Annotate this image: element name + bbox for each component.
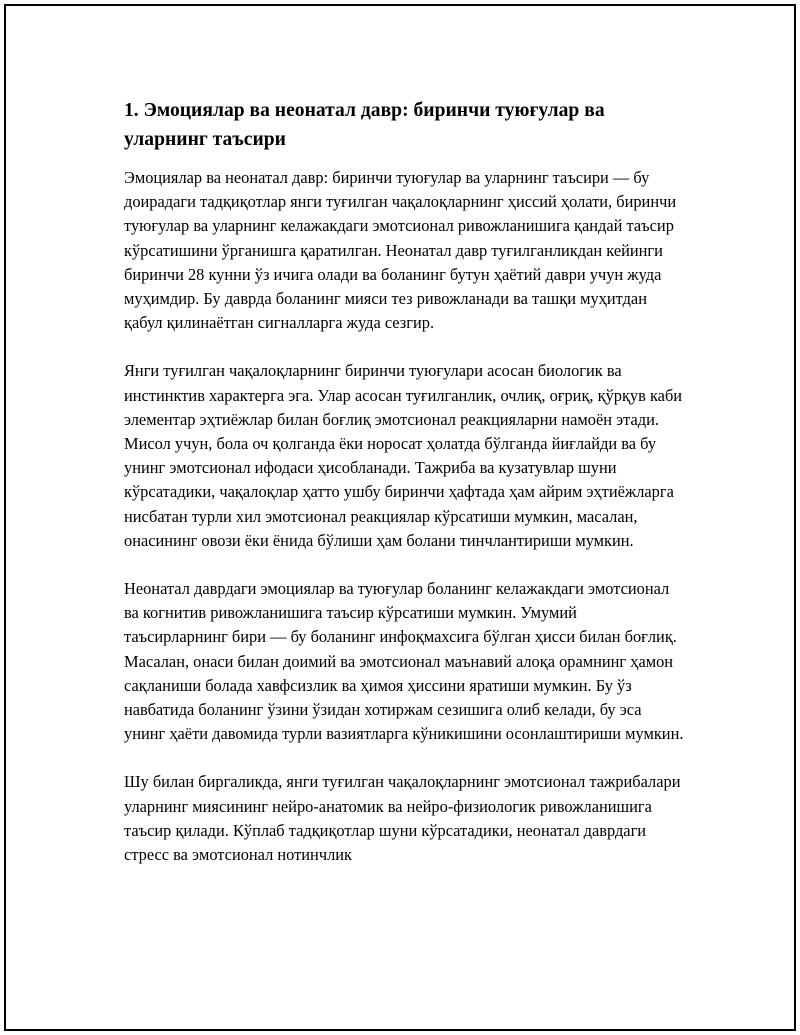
paragraph-2: Янги туғилган чақалоқларнинг биринчи туюғулари асосан биологик ва инстинктив характерга эга. Улар асосан туғилганлик, очлиқ, оғриқ, қўрқув каби элементар эҳтиёжлар билан боғлиқ эмотсионал реакцияларни намоён этади. Мисол учун, бола оч қолганда ёки норосат ҳолатда бўлганда йиғлайди ва бу унинг эмотсионал ифодаси ҳисобланади. Тажриба ва кузатувлар шуни кўрсатадики, чақалоқлар ҳатто ушбу биринчи ҳафтада ҳам айрим эҳтиёжларга нисбатан турли хил эмотсионал реакциялар кўрсатиши мумкин, масалан, онасининг овози ёки ёнида бўлиши ҳам болани тинчлантириши мумкин. [124,361,683,550]
section-heading: 1. Эмоциялар ва неонатал давр: биринчи туюғулар ва уларнинг таъсири [124,100,605,150]
page-frame [4,4,796,1031]
document-body [124,96,684,891]
paragraph-3: Неонатал даврдаги эмоциялар ва туюғулар боланинг келажакдаги эмотсионал ва когнитив ривожланишига таъсир кўрсатиши мумкин. Умумий таъсирларнинг бири — бу боланинг инфоқмахсига бўлган ҳисси билан боғлиқ. Масалан, онаси билан доимий ва эмотсионал маънавий алоқа орамнинг ҳамон сақланиши болада хавфсизлик ва ҳимоя ҳиссини яратиши мумкин. Бу ўз навбатида боланинг ўзини ўзидан хотиржам сезишига олиб келади, бу эса унинг ҳаёти давомида турли вазиятларга кўникишини осонлаштириши мумкин. [124,579,684,744]
paragraph-1: Эмоциялар ва неонатал давр: биринчи туюғулар ва уларнинг таъсири — бу доирадаги тадқиқотлар янги туғилган чақалоқларнинг ҳиссий ҳолати, биринчи туюғулар ва уларнинг келажакдаги эмотсионал ривожланишига қандай таъсир кўрсатишини ўрганишга қаратилган. Неонатал давр туғилганликдан кейинги биринчи 28 кунни ўз ичига олади ва боланинг бутун ҳаётий даври учун жуда муҳимдир. Бу даврда боланинг мияси тез ривожланади ва ташқи муҳитдан қабул қилинаётган сигналларга жуда сезгир. [124,168,677,333]
paragraph-4: Шу билан биргаликда, янги туғилган чақалоқларнинг эмотсионал тажрибалари уларнинг миясининг нейро-анатомик ва нейро-физиологик ривожланишига таъсир қилади. Кўплаб тадқиқотлар шуни кўрсатадики, неонатал даврдаги стресс ва эмотсионал нотинчлик [124,772,681,865]
